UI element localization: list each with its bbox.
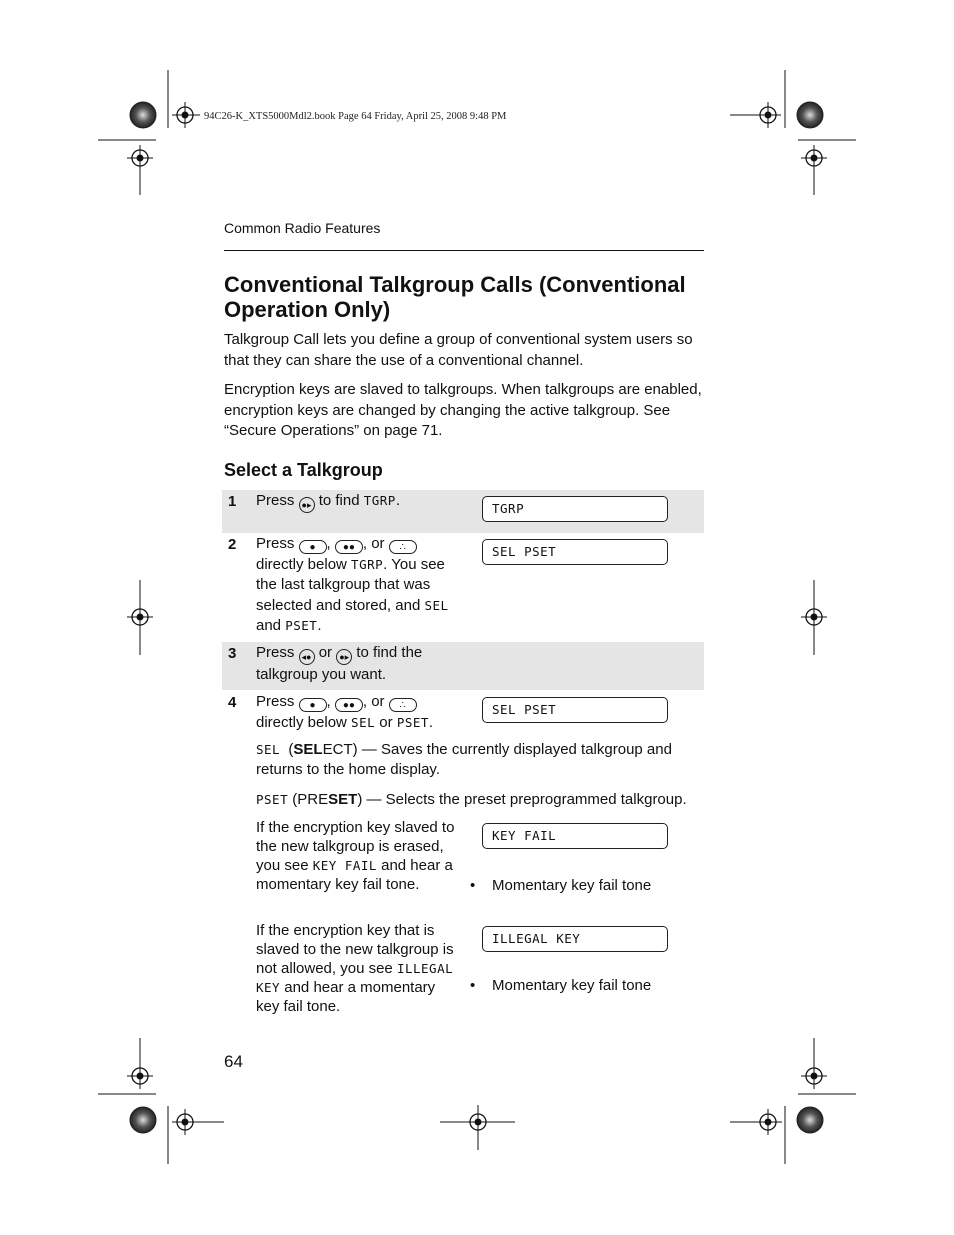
three-dot-key-icon: ∴ — [389, 698, 417, 712]
step-2-number: 2 — [228, 536, 237, 553]
book-info-line: 94C26-K_XTS5000Mdl2.book Page 64 Friday, April 25, 2008 9:48 PM — [204, 111, 507, 122]
nav-right-icon: ●▸ — [336, 649, 352, 665]
two-dot-key-icon: ●● — [335, 540, 363, 554]
one-dot-key-icon: ● — [299, 540, 327, 554]
bullet: • — [470, 977, 476, 994]
illegal-key-condition: If the encryption key that is slaved to the new talkgroup is not allowed, you see ILLEGAL KEY and hear a momentary key fail tone. — [256, 922, 454, 1015]
display-sel-pset-1: SEL PSET — [482, 539, 668, 565]
section-header: Common Radio Features — [224, 220, 381, 236]
display-sel-pset-2: SEL PSET — [482, 697, 668, 723]
intro-paragraph-1: Talkgroup Call lets you define a group of conventional system users so that they can share the use of a conventional channel. — [224, 331, 693, 369]
display-illegal-key: ILLEGAL KEY — [482, 926, 668, 952]
three-dot-key-icon: ∴ — [389, 540, 417, 554]
two-dot-key-icon: ●● — [335, 698, 363, 712]
one-dot-key-icon: ● — [299, 698, 327, 712]
step-1-number: 1 — [228, 493, 237, 510]
key-fail-tone-note: Momentary key fail tone — [492, 877, 652, 894]
page-title: Conventional Talkgroup Calls (Conventional Operation Only) — [224, 272, 686, 322]
key-fail-condition: If the encryption key slaved to the new talkgroup is erased, you see KEY FAIL and hear a momentary key fail tone. — [256, 819, 455, 893]
page-number: 64 — [224, 1052, 243, 1071]
header-rule — [224, 250, 704, 251]
step-4-text: Press ● , ●● , or ∴ directly below SEL or PSET. — [256, 693, 434, 731]
step-1-text: Press ●▸ to find TGRP. — [256, 491, 468, 513]
pset-definition: PSET (PRESET) — Selects the preset preprogrammed talkgroup. — [256, 791, 687, 808]
bullet: • — [470, 877, 476, 894]
nav-left-icon: ◂● — [299, 649, 315, 665]
illegal-key-tone-note: Momentary key fail tone — [492, 977, 652, 994]
subheading: Select a Talkgroup — [224, 460, 383, 480]
display-tgrp: TGRP — [482, 496, 668, 522]
step-3-text: Press ◂● or ●▸ to find the talkgroup you want. — [256, 644, 423, 683]
sel-definition: SEL (SELECT) — Saves the currently displayed talkgroup and returns to the home display. — [256, 741, 672, 778]
intro-paragraph-2: Encryption keys are slaved to talkgroups. When talkgroups are enabled, encryption keys are changed by changing the active talkgroup. See “Secure Operations” on page 71. — [224, 381, 702, 439]
step-4-number: 4 — [228, 694, 237, 711]
step-2-text: Press ● , ●● , or ∴ directly below TGRP. You see the last talkgroup that was selected and stored, and SEL and PSET. — [256, 535, 449, 634]
display-key-fail: KEY FAIL — [482, 823, 668, 849]
step-3-number: 3 — [228, 645, 237, 662]
nav-right-icon: ●▸ — [299, 497, 315, 513]
